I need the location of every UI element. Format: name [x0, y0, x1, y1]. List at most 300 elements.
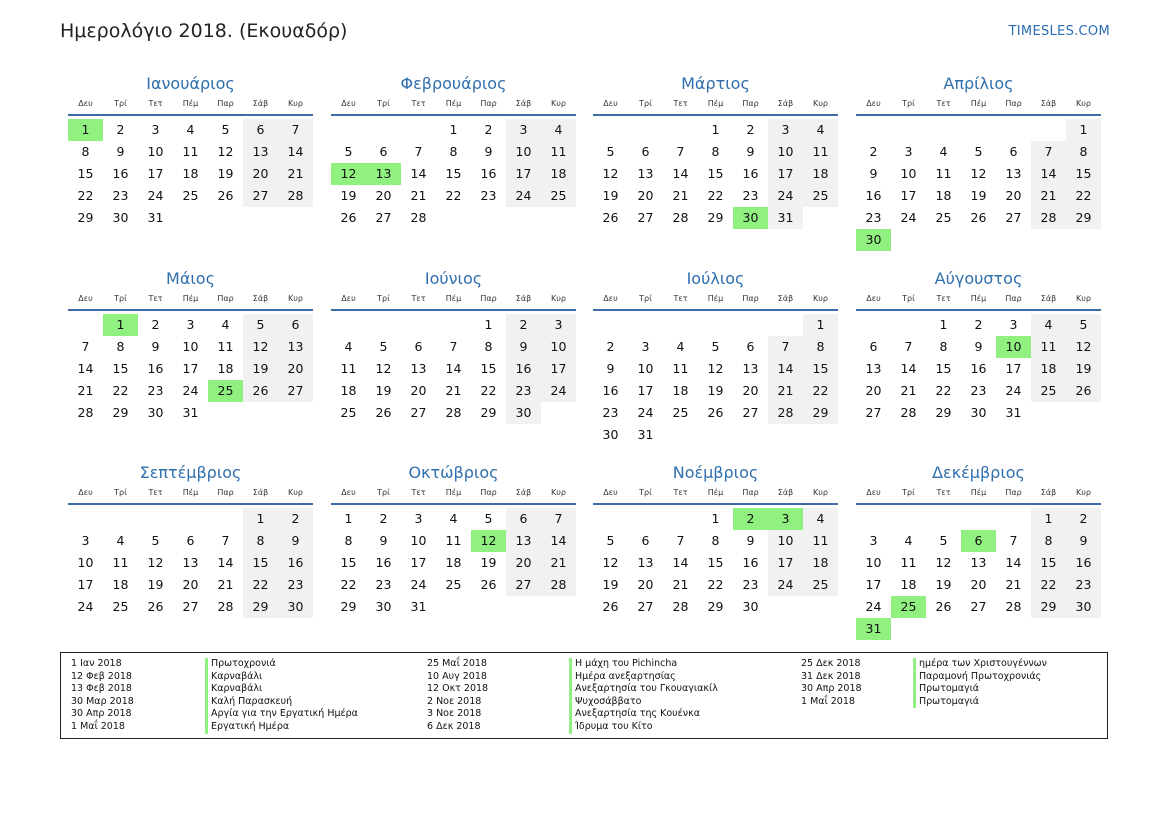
- day-cell: 2: [1066, 508, 1101, 530]
- day-cell: 23: [865, 210, 882, 225]
- weekday-label: Σάβ: [1040, 294, 1057, 303]
- day-cell: 8: [449, 144, 458, 159]
- day-cell: 7: [768, 336, 803, 358]
- day-cell: 4: [116, 533, 125, 548]
- legend-holiday-name: Πρωτοχρονιά: [211, 658, 276, 669]
- weekday-label: Σάβ: [1040, 99, 1057, 108]
- weekday-label: Πέμ: [445, 99, 462, 108]
- day-cell: 20: [970, 577, 987, 592]
- weekday-label: Παρ: [1005, 294, 1022, 303]
- day-cell: 17: [77, 577, 94, 592]
- day-cell: 7: [449, 339, 458, 354]
- day-cell: 28: [900, 405, 917, 420]
- day-cell: 9: [116, 144, 125, 159]
- empty-cell: [856, 508, 891, 530]
- day-cell: 6: [414, 339, 423, 354]
- weekday-label: Πέμ: [445, 294, 462, 303]
- day-cell: 17: [147, 166, 164, 181]
- day-cell: 10: [77, 555, 94, 570]
- day-cell: 11: [900, 555, 917, 570]
- holiday-cell: 30: [733, 207, 768, 229]
- day-cell: 26: [970, 210, 987, 225]
- day-cell: 3: [541, 314, 576, 336]
- day-cell: 16: [970, 361, 987, 376]
- day-cell: 12: [602, 166, 619, 181]
- empty-cell: [436, 314, 471, 336]
- empty-cell: [173, 508, 208, 530]
- day-cell: 15: [243, 552, 278, 574]
- day-cell: 28: [217, 599, 234, 614]
- day-cell: 20: [637, 577, 654, 592]
- weekday-label: Τρί: [377, 99, 390, 108]
- legend-date: 30 Απρ 2018: [71, 708, 132, 720]
- day-cell: 22: [77, 188, 94, 203]
- day-cell: 6: [186, 533, 195, 548]
- legend-date: 1 Μαΐ 2018: [71, 720, 125, 732]
- day-cell: 28: [768, 402, 803, 424]
- day-cell: 7: [81, 339, 90, 354]
- day-cell: 15: [707, 166, 724, 181]
- weekday-label: Σάβ: [252, 99, 269, 108]
- day-cell: 21: [445, 383, 462, 398]
- day-cell: 2: [116, 122, 125, 137]
- day-cell: 25: [541, 185, 576, 207]
- day-cell: 17: [900, 188, 917, 203]
- day-cell: 13: [637, 166, 654, 181]
- weekday-label: Παρ: [1005, 99, 1022, 108]
- day-cell: 26: [375, 405, 392, 420]
- day-cell: 15: [480, 361, 497, 376]
- weekday-label: Τετ: [148, 99, 163, 108]
- day-cell: 15: [803, 358, 838, 380]
- day-grid: [331, 311, 576, 424]
- day-cell: 23: [742, 188, 759, 203]
- empty-cell: [891, 314, 926, 336]
- month-name: Φεβρουάριος: [400, 74, 507, 93]
- weekday-label: Τετ: [936, 294, 951, 303]
- day-cell: 27: [375, 210, 392, 225]
- month-calendar: [593, 73, 838, 229]
- day-cell: 22: [1066, 185, 1101, 207]
- month-name: Μάιος: [166, 269, 215, 288]
- legend-date: 31 Δεκ 2018: [801, 670, 861, 682]
- day-cell: 15: [1066, 163, 1101, 185]
- weekday-label: Τετ: [936, 99, 951, 108]
- day-cell: 20: [742, 383, 759, 398]
- day-grid: [856, 116, 1101, 251]
- day-cell: 28: [1031, 207, 1066, 229]
- holiday-legend: [60, 652, 1108, 739]
- empty-cell: [961, 508, 996, 530]
- weekday-label: Παρ: [480, 294, 497, 303]
- day-cell: 14: [77, 361, 94, 376]
- day-cell: 22: [340, 577, 357, 592]
- day-cell: 29: [707, 599, 724, 614]
- day-cell: 7: [676, 533, 685, 548]
- weekday-label: Δευ: [78, 99, 93, 108]
- weekday-label: Τρί: [377, 488, 390, 497]
- day-cell: 3: [904, 144, 913, 159]
- day-cell: 15: [340, 555, 357, 570]
- legend-holiday-name: Πρωτομαγιά: [919, 683, 980, 695]
- day-cell: 5: [711, 339, 720, 354]
- empty-cell: [663, 314, 698, 336]
- site-link[interactable]: TIMESLES.COM: [1008, 24, 1110, 39]
- holiday-cell: 30: [856, 229, 891, 251]
- day-cell: 3: [869, 533, 878, 548]
- weekday-label: Τρί: [902, 99, 915, 108]
- day-cell: 30: [147, 405, 164, 420]
- empty-cell: [1031, 119, 1066, 141]
- day-cell: 14: [217, 555, 234, 570]
- empty-cell: [138, 508, 173, 530]
- weekday-label: Δευ: [341, 99, 356, 108]
- empty-cell: [891, 508, 926, 530]
- weekday-label: Κυρ: [1076, 294, 1091, 303]
- month-name: Οκτώβριος: [408, 463, 499, 482]
- weekday-label: Κυρ: [551, 294, 566, 303]
- day-cell: 29: [935, 405, 952, 420]
- weekday-header: [593, 487, 838, 505]
- day-cell: 5: [606, 533, 615, 548]
- day-cell: 9: [278, 530, 313, 552]
- day-cell: 10: [768, 530, 803, 552]
- weekday-label: Σάβ: [777, 294, 794, 303]
- day-cell: 10: [637, 361, 654, 376]
- weekday-label: Παρ: [742, 99, 759, 108]
- month-calendar: [331, 73, 576, 229]
- day-cell: 14: [278, 141, 313, 163]
- weekday-label: Τρί: [114, 488, 127, 497]
- day-cell: 10: [541, 336, 576, 358]
- legend-holiday-name: Ίδρυμα του Κίτο: [575, 720, 653, 732]
- weekday-label: Τρί: [377, 294, 390, 303]
- day-cell: 26: [147, 599, 164, 614]
- day-cell: 28: [77, 405, 94, 420]
- day-cell: 1: [711, 122, 720, 137]
- weekday-header: [856, 98, 1101, 116]
- day-cell: 4: [803, 119, 838, 141]
- day-cell: 29: [803, 402, 838, 424]
- empty-cell: [628, 119, 663, 141]
- weekday-label: Δευ: [866, 294, 881, 303]
- day-cell: 23: [112, 188, 129, 203]
- day-cell: 5: [484, 511, 493, 526]
- day-cell: 7: [541, 508, 576, 530]
- day-cell: 23: [480, 188, 497, 203]
- day-cell: 26: [707, 405, 724, 420]
- weekday-label: Πέμ: [970, 488, 987, 497]
- day-cell: 24: [182, 383, 199, 398]
- day-cell: 24: [637, 405, 654, 420]
- day-cell: 5: [243, 314, 278, 336]
- legend-holiday-name: Καρναβάλι: [211, 670, 263, 682]
- day-cell: 6: [869, 339, 878, 354]
- empty-cell: [698, 314, 733, 336]
- day-cell: 8: [803, 336, 838, 358]
- day-cell: 2: [974, 317, 983, 332]
- day-cell: 12: [1066, 336, 1101, 358]
- day-cell: 4: [1031, 314, 1066, 336]
- day-cell: 7: [414, 144, 423, 159]
- day-cell: 19: [243, 358, 278, 380]
- day-cell: 9: [869, 166, 878, 181]
- day-cell: 9: [506, 336, 541, 358]
- day-cell: 13: [637, 555, 654, 570]
- day-cell: 22: [803, 380, 838, 402]
- day-cell: 13: [410, 361, 427, 376]
- weekday-label: Τετ: [411, 488, 426, 497]
- empty-cell: [593, 508, 628, 530]
- day-cell: 16: [865, 188, 882, 203]
- weekday-label: Δευ: [341, 488, 356, 497]
- day-cell: 21: [410, 188, 427, 203]
- weekday-header: [68, 487, 313, 505]
- day-cell: 3: [414, 511, 423, 526]
- weekday-label: Κυρ: [551, 99, 566, 108]
- day-cell: 30: [375, 599, 392, 614]
- day-cell: 7: [221, 533, 230, 548]
- weekday-label: Τρί: [902, 294, 915, 303]
- day-cell: 21: [672, 577, 689, 592]
- day-cell: 18: [1031, 358, 1066, 380]
- day-cell: 23: [742, 577, 759, 592]
- day-cell: 2: [606, 339, 615, 354]
- weekday-header: [331, 293, 576, 311]
- weekday-label: Δευ: [341, 294, 356, 303]
- day-cell: 31: [768, 207, 803, 229]
- day-cell: 24: [410, 577, 427, 592]
- day-cell: 21: [77, 383, 94, 398]
- day-cell: 21: [1031, 185, 1066, 207]
- day-cell: 26: [480, 577, 497, 592]
- day-cell: 27: [506, 574, 541, 596]
- empty-cell: [366, 119, 401, 141]
- day-cell: 26: [340, 210, 357, 225]
- day-cell: 9: [1066, 530, 1101, 552]
- day-cell: 11: [182, 144, 199, 159]
- day-cell: 13: [742, 361, 759, 376]
- day-cell: 9: [606, 361, 615, 376]
- legend-holiday-name: Παραμονή Πρωτοχρονιάς: [919, 670, 1042, 682]
- empty-cell: [891, 119, 926, 141]
- day-cell: 1: [243, 508, 278, 530]
- day-cell: 17: [410, 555, 427, 570]
- weekday-label: Τετ: [936, 488, 951, 497]
- legend-holiday-name: ημέρα των Χριστουγέννων: [919, 658, 1047, 669]
- weekday-header: [331, 98, 576, 116]
- day-cell: 20: [865, 383, 882, 398]
- weekday-label: Δευ: [78, 488, 93, 497]
- empty-cell: [103, 508, 138, 530]
- day-cell: 21: [768, 380, 803, 402]
- day-cell: 24: [768, 574, 803, 596]
- day-grid: [593, 311, 838, 446]
- weekday-label: Δευ: [603, 488, 618, 497]
- month-calendar: [856, 268, 1101, 424]
- weekday-label: Παρ: [217, 488, 234, 497]
- day-cell: 20: [375, 188, 392, 203]
- day-cell: 20: [182, 577, 199, 592]
- weekday-label: Κυρ: [288, 294, 303, 303]
- weekday-label: Παρ: [217, 294, 234, 303]
- holiday-cell: 6: [961, 530, 996, 552]
- day-cell: 28: [410, 210, 427, 225]
- day-grid: [856, 311, 1101, 424]
- weekday-label: Σάβ: [1040, 488, 1057, 497]
- empty-cell: [856, 314, 891, 336]
- weekday-label: Σάβ: [515, 294, 532, 303]
- month-name: Ιούνιος: [424, 269, 483, 288]
- day-cell: 5: [344, 144, 353, 159]
- day-cell: 8: [81, 144, 90, 159]
- legend-holiday-name: Ψυχοσάββατο: [575, 695, 642, 707]
- day-cell: 18: [182, 166, 199, 181]
- weekday-header: [593, 98, 838, 116]
- day-cell: 29: [707, 210, 724, 225]
- day-grid: [593, 116, 838, 229]
- day-cell: 9: [974, 339, 983, 354]
- day-cell: 11: [217, 339, 234, 354]
- day-cell: 16: [742, 555, 759, 570]
- weekday-label: Πέμ: [970, 294, 987, 303]
- day-cell: 17: [865, 577, 882, 592]
- day-cell: 24: [77, 599, 94, 614]
- month-name: Δεκέμβριος: [932, 463, 1025, 482]
- day-cell: 20: [278, 358, 313, 380]
- legend-date: 25 Μαΐ 2018: [427, 658, 487, 669]
- weekday-header: [331, 487, 576, 505]
- day-cell: 5: [1066, 314, 1101, 336]
- day-cell: 8: [1031, 530, 1066, 552]
- weekday-label: Σάβ: [515, 488, 532, 497]
- day-cell: 29: [340, 599, 357, 614]
- day-cell: 19: [147, 577, 164, 592]
- day-cell: 1: [1066, 119, 1101, 141]
- day-cell: 30: [1066, 596, 1101, 618]
- day-cell: 17: [182, 361, 199, 376]
- day-cell: 22: [707, 577, 724, 592]
- weekday-label: Τρί: [639, 294, 652, 303]
- day-cell: 25: [445, 577, 462, 592]
- day-cell: 3: [506, 119, 541, 141]
- day-cell: 16: [742, 166, 759, 181]
- day-cell: 25: [112, 599, 129, 614]
- day-cell: 29: [112, 405, 129, 420]
- day-cell: 20: [410, 383, 427, 398]
- day-cell: 28: [1005, 599, 1022, 614]
- day-cell: 9: [379, 533, 388, 548]
- day-cell: 5: [974, 144, 983, 159]
- day-cell: 13: [243, 141, 278, 163]
- holiday-cell: 1: [103, 314, 138, 336]
- day-cell: 25: [935, 210, 952, 225]
- day-cell: 20: [243, 163, 278, 185]
- day-cell: 18: [672, 383, 689, 398]
- holiday-cell: 31: [856, 618, 891, 640]
- day-cell: 13: [506, 530, 541, 552]
- day-cell: 19: [935, 577, 952, 592]
- day-cell: 31: [147, 210, 164, 225]
- weekday-label: Κυρ: [1076, 488, 1091, 497]
- weekday-label: Σάβ: [252, 488, 269, 497]
- day-cell: 24: [147, 188, 164, 203]
- day-grid: [331, 505, 576, 618]
- day-cell: 15: [935, 361, 952, 376]
- day-grid: [856, 505, 1101, 640]
- day-cell: 14: [410, 166, 427, 181]
- day-cell: 26: [602, 210, 619, 225]
- empty-cell: [628, 508, 663, 530]
- day-cell: 19: [970, 188, 987, 203]
- day-cell: 11: [1031, 336, 1066, 358]
- day-cell: 7: [1031, 141, 1066, 163]
- day-cell: 9: [746, 144, 755, 159]
- day-cell: 12: [243, 336, 278, 358]
- weekday-header: [593, 293, 838, 311]
- legend-holiday-name: Πρωτομαγιά: [919, 695, 980, 707]
- day-cell: 22: [445, 188, 462, 203]
- weekday-label: Πέμ: [707, 488, 724, 497]
- legend-date: 12 Οκτ 2018: [427, 683, 489, 695]
- day-cell: 30: [970, 405, 987, 420]
- day-cell: 25: [672, 405, 689, 420]
- empty-cell: [593, 119, 628, 141]
- day-cell: 21: [217, 577, 234, 592]
- day-cell: 14: [672, 166, 689, 181]
- empty-cell: [401, 119, 436, 141]
- day-cell: 1: [711, 511, 720, 526]
- day-cell: 26: [217, 188, 234, 203]
- day-cell: 16: [375, 555, 392, 570]
- day-cell: 17: [506, 163, 541, 185]
- day-cell: 31: [410, 599, 427, 614]
- legend-dates: [427, 658, 488, 734]
- empty-cell: [663, 508, 698, 530]
- holiday-cell: 13: [366, 163, 401, 185]
- day-cell: 14: [768, 358, 803, 380]
- weekday-label: Πέμ: [707, 294, 724, 303]
- weekday-label: Πέμ: [970, 99, 987, 108]
- weekday-label: Κυρ: [813, 294, 828, 303]
- day-grid: [68, 116, 313, 229]
- day-cell: 28: [672, 599, 689, 614]
- day-cell: 25: [340, 405, 357, 420]
- day-cell: 17: [768, 552, 803, 574]
- month-calendar: [331, 268, 576, 424]
- legend-holiday-name: Καλή Παρασκευή: [211, 695, 293, 707]
- day-cell: 23: [147, 383, 164, 398]
- day-cell: 22: [243, 574, 278, 596]
- day-cell: 18: [803, 552, 838, 574]
- month-name: Μάρτιος: [681, 74, 750, 93]
- legend-date: 2 Νοε 2018: [427, 695, 482, 707]
- day-cell: 4: [186, 122, 195, 137]
- day-cell: 20: [1005, 188, 1022, 203]
- empty-cell: [768, 314, 803, 336]
- empty-cell: [401, 314, 436, 336]
- day-cell: 22: [1031, 574, 1066, 596]
- day-cell: 3: [641, 339, 650, 354]
- day-cell: 30: [602, 427, 619, 442]
- day-cell: 25: [1031, 380, 1066, 402]
- day-cell: 15: [445, 166, 462, 181]
- day-cell: 13: [1005, 166, 1022, 181]
- legend-holiday-name: Αργία για την Εργατική Ημέρα: [211, 708, 358, 720]
- day-cell: 2: [278, 508, 313, 530]
- weekday-label: Τετ: [673, 99, 688, 108]
- day-cell: 28: [672, 210, 689, 225]
